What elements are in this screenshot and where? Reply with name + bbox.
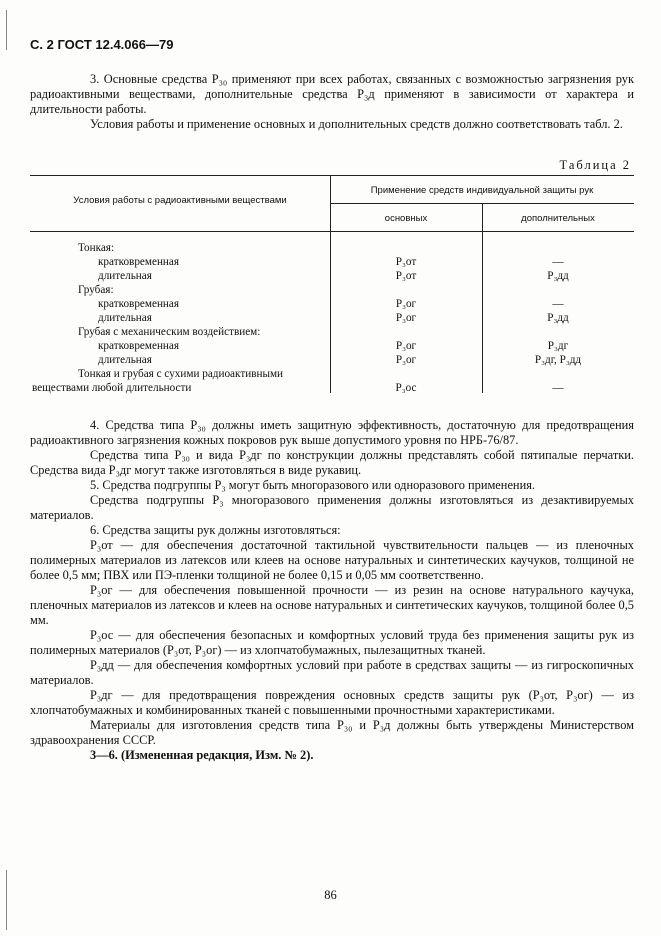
- paragraph-table-ref: Условия работы и применение основных и дополнительных средств должно соответствовать табл. 2.: [90, 117, 623, 131]
- header-main: основных: [384, 213, 428, 224]
- paragraph: Средства типа Р₃₀ и вида Р₃дг по конструкции должны представлять собой пятипалые перчатки. Средства вида Р₃дг могут также изготовляться в виде рукавиц.: [30, 448, 634, 477]
- table-row: [30, 367, 634, 381]
- requirements-text: [30, 418, 634, 763]
- cell-condition: Тонкая и грубая с сухими радиоактивными: [78, 368, 284, 380]
- paragraph: Р₃от — для обеспечения достаточной тактильной чувствительности пальцев — из пленочных полимерных материалов из латексов или клеев на основе натуральных и синтетических каучуков, толщиной не более 0,5 мм; ПВХ или ПЭ-пленки толщиной не более 0,15 и 0,05 мм соответственно.: [30, 538, 634, 582]
- cell-condition: Тонкая:: [78, 242, 115, 254]
- cell-main: Р₃от: [395, 256, 417, 268]
- cell-extra: Р₃дд: [547, 312, 569, 324]
- table-row: [30, 381, 634, 395]
- paragraph: Р₃ос — для обеспечения безопасных и комфортных условий труда без применения защиты рук из полимерных материалов (Р₃от, Р₃ог) — из хлопчатобумажных, пылезащитных тканей.: [30, 628, 634, 657]
- cell-main: Р₃от: [395, 270, 417, 282]
- cell-extra: —: [552, 298, 564, 310]
- table-row: [30, 311, 634, 325]
- cell-main: Р₃ог: [395, 298, 417, 310]
- cell-main: Р₃ог: [395, 354, 417, 366]
- paragraph: 6. Средства защиты рук должны изготовляться:: [90, 523, 341, 537]
- cell-condition: длительная: [98, 312, 152, 324]
- cell-extra: —: [552, 256, 564, 268]
- page-number: 86: [324, 888, 337, 902]
- cell-condition: кратковременная: [98, 298, 180, 310]
- table-row: [30, 269, 634, 283]
- cell-condition: кратковременная: [98, 256, 180, 268]
- cell-extra: —: [552, 382, 564, 394]
- header-application: Применение средств индивидуальной защиты рук: [370, 185, 594, 196]
- paragraph: Средства подгруппы Р₃ многоразового применения должны изготовляться из дезактивируемых материалов.: [30, 493, 634, 522]
- paragraph: 3—6. (Измененная редакция, Изм. № 2).: [90, 748, 314, 762]
- table-row: [30, 297, 634, 311]
- table-row: [30, 325, 634, 339]
- scan-edge-mark: [6, 10, 7, 50]
- paragraph: 4. Средства типа Р₃₀ должны иметь защитную эффективность, достаточную для предотвращения радиоактивного загрязнения кожных покровов рук выше допустимого уровня по НРБ-76/87.: [30, 418, 634, 447]
- paragraph: Р₃дг — для предотвращения повреждения основных средств защиты рук (Р₃от, Р₃ог) — из хлопчатобумажных и комбинированных тканей с повышенными прочностными характеристиками.: [30, 688, 634, 717]
- table-2: [30, 175, 634, 395]
- header-conditions: Условия работы с радиоактивными веществами: [73, 195, 287, 206]
- paragraph: 5. Средства подгруппы Р₃ могут быть многоразового или одноразового применения.: [90, 478, 535, 492]
- table-row: [30, 255, 634, 269]
- paragraph: Р₃дд — для обеспечения комфортных условий при работе в средствах защиты — из гигроскопичных материалов.: [30, 658, 634, 687]
- cell-main: Р₃ог: [395, 312, 417, 324]
- cell-condition: длительная: [98, 270, 152, 282]
- cell-extra: Р₃дд: [547, 270, 569, 282]
- table-row: [30, 283, 634, 297]
- intro-text: [30, 72, 634, 132]
- cell-condition: Грубая:: [78, 284, 114, 296]
- table-row: [30, 353, 634, 367]
- cell-extra: Р₃дг, Р₃дд: [534, 354, 582, 366]
- page-header: С. 2 ГОСТ 12.4.066—79: [30, 37, 174, 52]
- cell-main: Р₃ос: [395, 382, 417, 394]
- paragraph: Р₃ог — для обеспечения повышенной прочности — из резин на основе натурального каучука, пленочных материалов из латексов и клеев на основе натуральных и синтетических каучуков, толщиной более 0,5 мм.: [30, 583, 634, 627]
- paragraph-3: 3. Основные средства Р₃₀ применяют при всех работах, связанных с возможностью загрязнения рук радиоактивными веществами, дополнительные средства Р₃д применяют в зависимости от характера и длительности работы.: [30, 72, 634, 116]
- table-caption: Таблица 2: [559, 158, 631, 172]
- cell-condition: Грубая с механическим воздействием:: [78, 326, 261, 338]
- cell-condition: длительная: [98, 354, 152, 366]
- table-row: [30, 241, 634, 255]
- cell-main: Р₃ог: [395, 340, 417, 352]
- paragraph: Материалы для изготовления средств типа Р₃₀ и Р₃д должны быть утверждены Министерством здравоохранения СССР.: [30, 718, 634, 747]
- cell-extra: Р₃дг: [547, 340, 569, 352]
- cell-condition: веществами любой длительности: [32, 382, 192, 394]
- cell-condition: кратковременная: [98, 340, 180, 352]
- header-extra: дополнительных: [521, 213, 595, 224]
- table-row: [30, 339, 634, 353]
